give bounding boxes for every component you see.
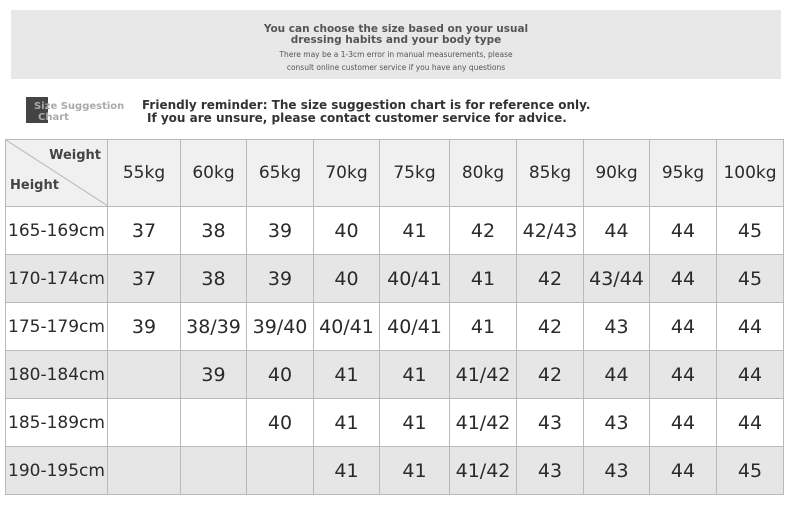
weight-column-header: 75kg bbox=[380, 140, 450, 207]
size-cell: 45 bbox=[717, 255, 784, 303]
size-cell: 43 bbox=[584, 399, 650, 447]
size-cell: 40 bbox=[314, 207, 380, 255]
size-cell: 41 bbox=[314, 351, 380, 399]
banner-line-1: You can choose the size based on your usual bbox=[263, 23, 529, 35]
size-cell: 43 bbox=[584, 303, 650, 351]
size-cell: 44 bbox=[584, 351, 650, 399]
weight-column-header: 85kg bbox=[517, 140, 584, 207]
height-row-label: 170-174cm bbox=[6, 255, 108, 303]
height-row-label: 175-179cm bbox=[6, 303, 108, 351]
size-cell: 41 bbox=[380, 447, 450, 495]
weight-column-header: 100kg bbox=[717, 140, 784, 207]
friendly-reminder bbox=[142, 99, 590, 125]
size-cell: 42/43 bbox=[517, 207, 584, 255]
size-cell: 44 bbox=[650, 207, 717, 255]
size-cell: 41 bbox=[314, 399, 380, 447]
size-cell: 37 bbox=[108, 255, 181, 303]
size-cell: 43 bbox=[584, 447, 650, 495]
table-row bbox=[6, 255, 784, 303]
table-row bbox=[6, 303, 784, 351]
size-cell: 42 bbox=[517, 351, 584, 399]
size-cell: 44 bbox=[584, 207, 650, 255]
size-cell: 44 bbox=[650, 303, 717, 351]
size-cell: 40/41 bbox=[314, 303, 380, 351]
size-cell: 41 bbox=[380, 351, 450, 399]
height-row-label: 165-169cm bbox=[6, 207, 108, 255]
size-cell: 37 bbox=[108, 207, 181, 255]
size-cell: 39 bbox=[108, 303, 181, 351]
size-cell: 41 bbox=[380, 399, 450, 447]
size-suggestion-badge bbox=[26, 96, 128, 124]
header-row bbox=[6, 140, 784, 207]
size-cell bbox=[247, 447, 314, 495]
size-cell bbox=[108, 399, 181, 447]
size-cell: 40/41 bbox=[380, 255, 450, 303]
info-banner bbox=[11, 10, 781, 79]
weight-column-header: 60kg bbox=[181, 140, 247, 207]
size-cell: 42 bbox=[517, 303, 584, 351]
size-cell: 41 bbox=[450, 303, 517, 351]
size-cell: 38 bbox=[181, 255, 247, 303]
size-cell: 39/40 bbox=[247, 303, 314, 351]
size-chart-table bbox=[5, 139, 784, 495]
size-cell: 44 bbox=[650, 447, 717, 495]
size-cell: 38/39 bbox=[181, 303, 247, 351]
size-cell: 43 bbox=[517, 447, 584, 495]
weight-column-header: 70kg bbox=[314, 140, 380, 207]
size-cell: 41 bbox=[450, 255, 517, 303]
table-row bbox=[6, 351, 784, 399]
size-cell: 42 bbox=[450, 207, 517, 255]
size-cell bbox=[108, 351, 181, 399]
size-cell: 40 bbox=[247, 351, 314, 399]
corner-cell bbox=[6, 140, 108, 207]
badge-line-2: Chart bbox=[38, 112, 69, 123]
size-cell: 41/42 bbox=[450, 399, 517, 447]
size-cell: 39 bbox=[181, 351, 247, 399]
size-cell: 44 bbox=[650, 255, 717, 303]
weight-column-header: 65kg bbox=[247, 140, 314, 207]
weight-label: Weight bbox=[49, 148, 101, 163]
size-cell: 45 bbox=[717, 447, 784, 495]
size-cell: 44 bbox=[717, 303, 784, 351]
size-cell bbox=[181, 447, 247, 495]
size-cell: 43 bbox=[517, 399, 584, 447]
height-label: Height bbox=[10, 178, 59, 193]
size-cell bbox=[108, 447, 181, 495]
table-row bbox=[6, 447, 784, 495]
size-cell: 42 bbox=[517, 255, 584, 303]
size-cell: 41/42 bbox=[450, 447, 517, 495]
size-cell: 41 bbox=[380, 207, 450, 255]
size-cell bbox=[181, 399, 247, 447]
reminder-line-2: If you are unsure, please contact customer service for advice. bbox=[147, 111, 567, 125]
weight-column-header: 55kg bbox=[108, 140, 181, 207]
size-cell: 39 bbox=[247, 255, 314, 303]
size-cell: 39 bbox=[247, 207, 314, 255]
size-cell: 44 bbox=[717, 351, 784, 399]
size-cell: 40 bbox=[247, 399, 314, 447]
weight-column-header: 80kg bbox=[450, 140, 517, 207]
banner-line-2: dressing habits and your body type bbox=[290, 34, 502, 46]
banner-line-4: consult online customer service if you have any questions bbox=[286, 63, 506, 72]
size-cell: 44 bbox=[717, 399, 784, 447]
size-cell: 44 bbox=[650, 351, 717, 399]
size-cell: 43/44 bbox=[584, 255, 650, 303]
table-row bbox=[6, 207, 784, 255]
height-row-label: 190-195cm bbox=[6, 447, 108, 495]
size-cell: 44 bbox=[650, 399, 717, 447]
badge-line-1: Size Suggestion bbox=[34, 101, 125, 112]
banner-line-3: There may be a 1-3cm error in manual measurements, please bbox=[279, 50, 513, 59]
size-cell: 38 bbox=[181, 207, 247, 255]
height-row-label: 185-189cm bbox=[6, 399, 108, 447]
size-cell: 40 bbox=[314, 255, 380, 303]
size-cell: 41 bbox=[314, 447, 380, 495]
reminder-line-1: Friendly reminder: The size suggestion chart is for reference only. bbox=[142, 98, 591, 112]
size-cell: 40/41 bbox=[380, 303, 450, 351]
size-cell: 45 bbox=[717, 207, 784, 255]
size-cell: 41/42 bbox=[450, 351, 517, 399]
height-row-label: 180-184cm bbox=[6, 351, 108, 399]
weight-column-header: 90kg bbox=[584, 140, 650, 207]
weight-column-header: 95kg bbox=[650, 140, 717, 207]
badge-title bbox=[34, 101, 124, 123]
table-row bbox=[6, 399, 784, 447]
